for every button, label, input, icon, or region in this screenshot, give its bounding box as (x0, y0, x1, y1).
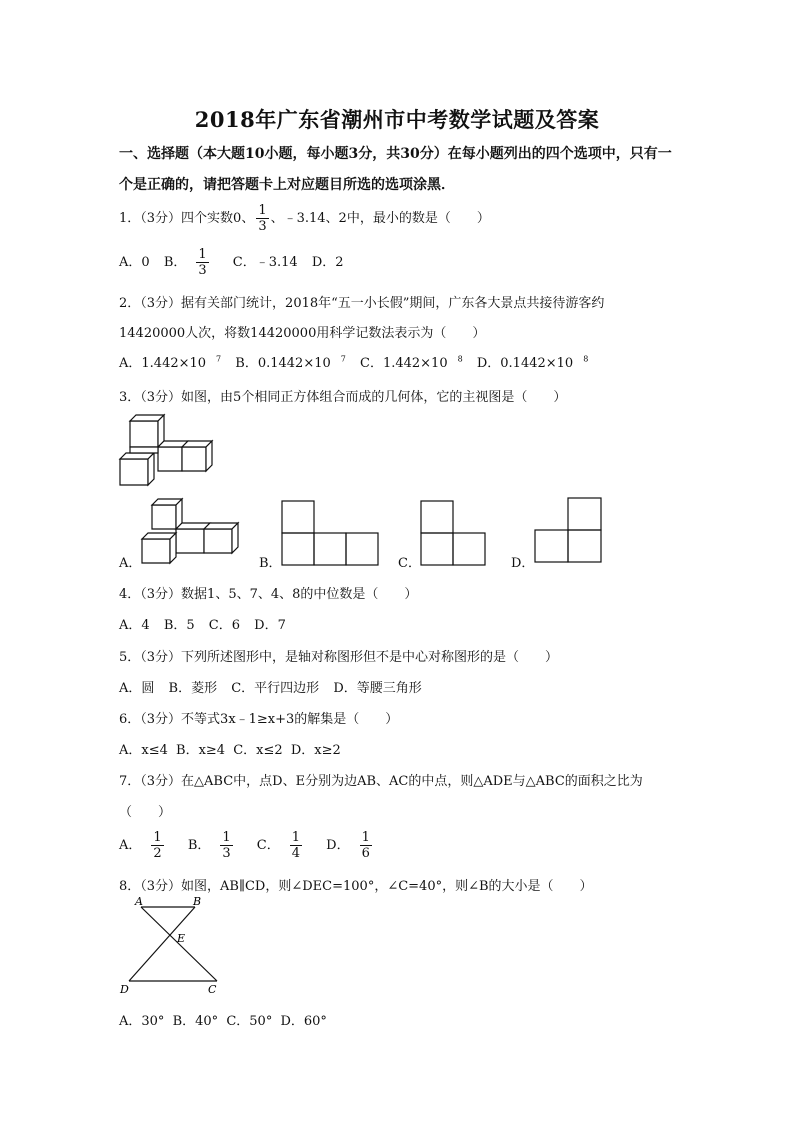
question-7-options (119, 830, 392, 861)
q8-option-a: A．30° (119, 1014, 165, 1029)
page-title: 2018年广东省潮州市中考数学试题及答案 (194, 107, 600, 132)
q4-option-b: B．5 (163, 618, 195, 633)
q1-stem-b: 、﹣3.14、2中，最小的数是（ ） (270, 211, 490, 226)
q1-option-b: B． $\frac{1}{3}$ (163, 247, 207, 278)
question-2-line1: 2．（3分）据有关部门统计，2018年“五一小长假”期间，广东各大景点共接待游客约 (119, 296, 605, 311)
q1-option-c: C．﹣3.14 (232, 255, 298, 270)
cube-top (130, 415, 164, 447)
q8-option-d: D．60° (280, 1014, 327, 1029)
question-8-stem: 8．（3分）如图，AB∥CD，则∠DEC=100°，∠C=40°，则∠B的大小是（ ） (119, 879, 593, 894)
q2-option-c: C．1.442×10 $^8$ (360, 354, 463, 371)
q3-option-a-figure (140, 497, 245, 565)
q1-option-d: D．2 (311, 255, 344, 270)
q4-option-c: C．6 (208, 618, 240, 633)
q4-option-a: A．4 (119, 618, 150, 633)
q5-option-b: B．菱形 (168, 681, 218, 696)
q3-option-a-label: A． (119, 556, 142, 571)
q3-option-d-label: D． (511, 556, 535, 571)
question-1-stem (119, 203, 490, 234)
q3-option-b-label: B． (259, 556, 282, 571)
question-4-options (119, 614, 296, 633)
q7-option-d: D． $\frac{1}{6}$ (326, 830, 370, 861)
q8-geometry-figure (117, 895, 227, 1000)
q3-option-c-figure (421, 501, 491, 567)
question-4-stem: 4．（3分）数据1、5、7、4、8的中位数是（ ） (119, 587, 418, 602)
q4-option-d: D．7 (254, 618, 286, 633)
question-1-options (119, 247, 354, 278)
question-5-options (119, 677, 432, 696)
q7-option-a: A． $\frac{1}{2}$ (119, 830, 162, 861)
label-d: D (120, 983, 129, 996)
question-2-line2: 14420000人次，将数14420000用科学记数法表示为（ ） (119, 326, 486, 341)
q6-option-a: A．x≤4 (119, 743, 168, 758)
q8-option-b: B．40° (172, 1014, 219, 1029)
question-6-stem: 6．（3分）不等式3x﹣1≥x+3的解集是（ ） (119, 712, 399, 727)
q6-option-b: B．x≥4 (176, 743, 226, 758)
q2-option-d: D．0.1442×10 $^8$ (476, 354, 589, 371)
q3-option-c-label: C． (398, 556, 421, 571)
q3-option-d-figure (535, 498, 605, 564)
q1-fraction: $\frac{1}{3}$ (258, 203, 267, 234)
question-7-line1: 7．（3分）在△ABC中，点D、E分别为边AB、AC的中点，则△ADE与△ABC的面积之比为 (119, 774, 643, 789)
q7-option-b: B． $\frac{1}{3}$ (187, 830, 231, 861)
q5-option-d: D．等腰三角形 (333, 681, 422, 696)
question-7-line2: （ ） (119, 805, 172, 820)
question-6-options (119, 739, 351, 758)
section-header: 一、选择题（本大题10小题，每小题3分，共30分）在每小题列出的四个选项中，只有一个是正确的，请把答题卡上对应题目所选的选项涂黑． (119, 146, 672, 193)
q2-option-a: A．1.442×10 $^7$ (119, 354, 222, 371)
q6-option-d: D．x≥2 (290, 743, 341, 758)
q7-option-c: C． $\frac{1}{4}$ (256, 830, 301, 861)
q8-option-c: C．50° (226, 1014, 273, 1029)
q2-option-b: B．0.1442×10 $^7$ (235, 354, 346, 371)
question-2-options (119, 352, 598, 371)
q1-stem-a: 1．（3分）四个实数0、 (119, 211, 255, 226)
label-a: A (135, 895, 143, 908)
cube-row-back (158, 441, 212, 471)
q5-option-a: A．圆 (119, 681, 155, 696)
question-8-options (119, 1010, 337, 1029)
q6-option-c: C．x≤2 (233, 743, 283, 758)
question-3-stem: 3．（3分）如图，由5个相同正方体组合而成的几何体，它的主视图是（ ） (119, 390, 567, 405)
question-5-stem: 5．（3分）下列所述图形中，是轴对称图形但不是中心对称图形的是（ ） (119, 650, 559, 665)
label-c: C (208, 983, 217, 996)
q3-cube-figure (118, 413, 223, 488)
q3-option-b-figure (282, 501, 382, 567)
q1-option-a: A．0 (119, 255, 150, 270)
label-b: B (193, 895, 202, 908)
q5-option-c: C．平行四边形 (231, 681, 320, 696)
cube-row-front (120, 447, 158, 485)
label-e: E (177, 932, 186, 945)
